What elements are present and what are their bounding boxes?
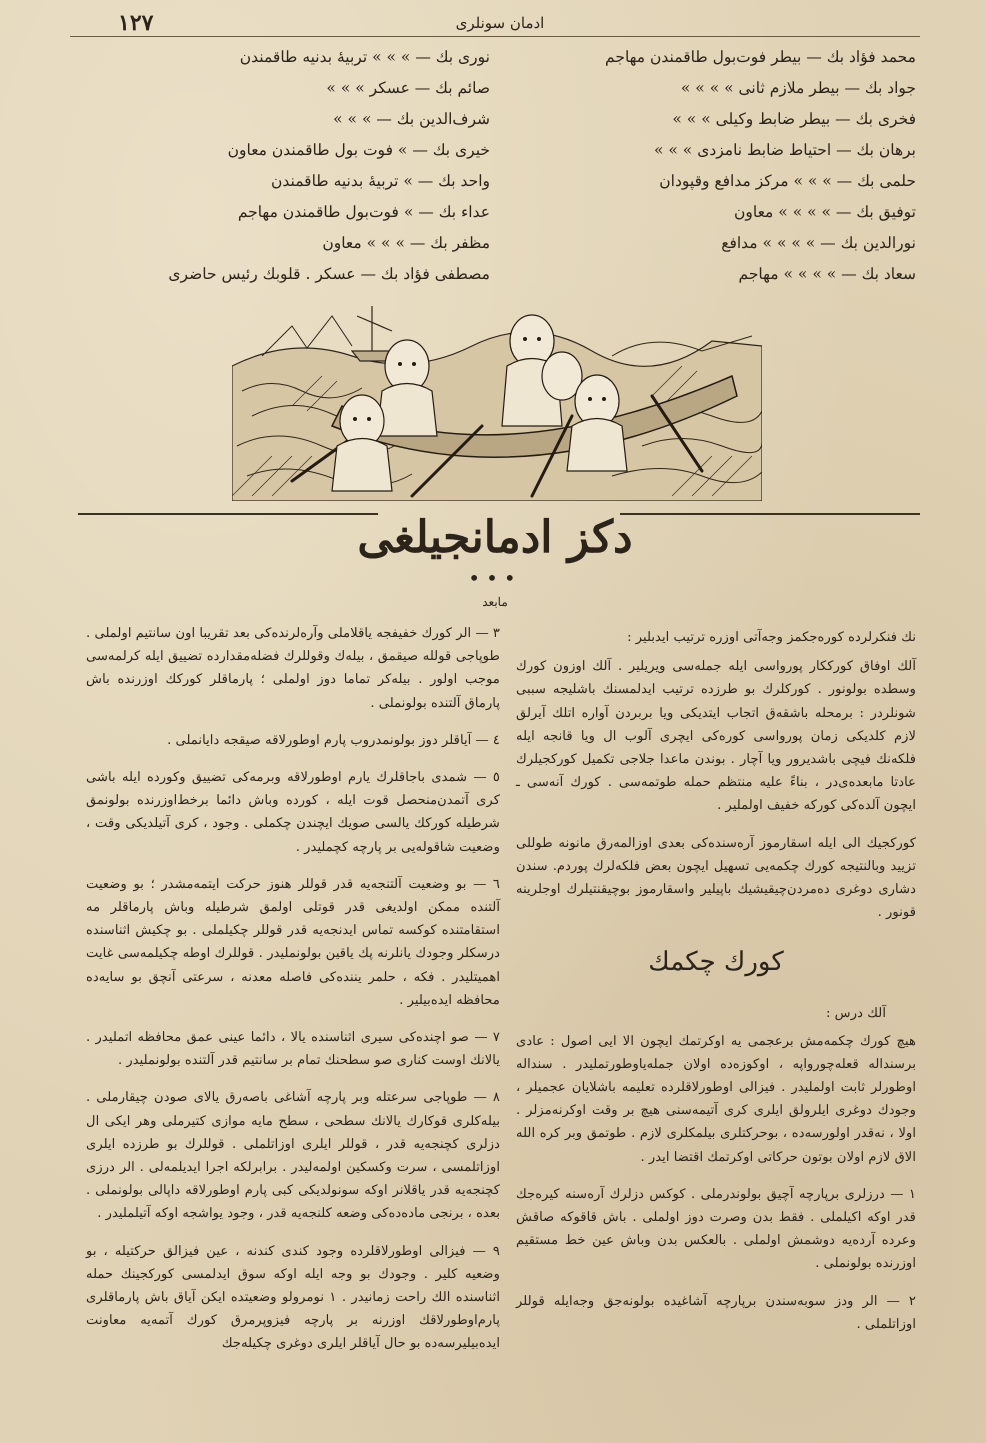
page-number: ١٢٧ [118,10,154,36]
paragraph: نك فنكرلرده كورەجكمز وجه‌آتی اوزره ترتيب ايدبلير : [627,630,916,645]
roster-line: شرف‌الدين بك — » » » [333,110,490,128]
title-ornament-dots: ••• [468,566,522,590]
roster-line-bold: مظفر بك — » » » معاون [322,234,490,252]
roster-line: توفيق بك — » » » » معاون [733,203,916,221]
article-right-column [516,626,916,1350]
roster-line: خيری بك — » فوت بول طاقمندن معاون [227,141,490,159]
paragraph: ٧ — صو اچنده‌كی سيری اثناسنده يالا ، دائما عينی عمق محافظه اتملیدر . يالانك اوست كناری صو سطحنك تمام بر سانتيم قدر آلتنده بولونملیدر . [86,1030,500,1069]
paragraph: كوركجيك الی ايله اسقارموز آرەسنده‌كی بعدی اوزالمه‌رق مانونه طوللی تزييد وبالنتيجه كورك چكمه‌يی تسهيل ايچون بعض فلكه‌لرك پوردم. سندن دشاری دوغری دەمردن‌چيقيشيك باپيلير واسقارموز بوچيقنتيلرك اوجلرينه قونور . [516,835,916,921]
roster-line: جواد بك — بيطر ملازم ثانی » » » » [680,79,916,97]
paragraph: ٣ — الر كورك خفيفجه ياقلاملی وآرەلرنده‌كی بعد تقريبا اون سانتيم اولملی . طوپاجی قولله صيقمق ، بيلەك وقوللرك فضله‌مقدارده تضييق ايله كرلمه‌سی موجب اولور . بيلە‌كر تماما دوز اولملی ؛ پارماقلر كوركك اوزرنده باش پارماق آلتنده بولونملی . [86,626,500,711]
paragraph: ٦ — بو وضعيت آلتنجه‌يه قدر قوللر هنوز حركت ايتمەمشدر ؛ بو وضعيت آلتنده ممكن اولديغی قدر قوتلی اولمق شرطيله وباش پارماقلر مه استقامتنده كوكسه تماس ايدنجه‌يه قدر قوللر چكيلملی . بو چكيش اثناسنده درسكلر وجودك يانلرنه پك ياقين بولونملیدر . قوللرك اوطه چكيلمه‌سی غايت اهميتليدر . فكه ، حلمر يننده‌كی فاصله معدنه ، سرعتی آنچق بو سايه‌ده محافظه ايده‌بيلير . [86,876,500,1008]
paragraph: آلك اوفاق كورككار پورواسی ايله جملەسی ويريلير . آلك اوزون كورك وسطده بولونور . كوركلرك بو طرزده ترتيب ايدلمسنك باشليجه سببی شونلردر : برمحله باشقه‌ق اتجاب ايتديكی ويا بربردن آواره اتلك آيرلق لازم كلديكی زمان پورواسی كورەكی ايچری آلوب ال ويا قانجه ايله فلكه‌نك فيچی باشديرور ويا آچار . بوندن ماعدا جلاجی تكميل كوركجيلرك عادتا مابعده‌ی‌در ، بناءً عليه منتظم حمله طوتمەسی . كورك آنەسی ـ ايچون آلده‌كی كوركه خفيف اولملير . [516,659,916,814]
header-rule [70,36,920,37]
title-rule-right [620,513,920,515]
roster-line: برهان بك — احتياط ضابط نامزدی » » » [653,141,916,159]
roster-line: نورالدين بك — » » » » مدافع [721,234,916,252]
paragraph: ٩ — فيزالی اوطورلاقلرده وجود كندی كندنه ، عين فيزالق حركتيله ، بو وضعيه كلير . وجودك بو وجه ايله اوكه سوق ايدلمسی كوركجينك حمله اثناسنده الك راحت زمانيدر . ١ نومرولو وضعيتده ايكن آياق باش پارماقلری پارم‌اوطورلاقك اوزرنه بر پارچه فيزوپرمرق كورك آتمه‌يه معاونت ايده‌بيليرسه‌ده بو حال آياقلر ايلری دوغری چكيلەجك [86,1243,500,1352]
roster-line: نوری بك — » » » تربيهٔ بدنيه طاقمندن [239,48,490,66]
section-subheading: كورك چكمك [648,947,784,978]
paragraph: هيچ كورك چكمه‌مش برعجمی يه اوكرتمك ايچون الا ايی اصول : عادی برسنداله قعلەچورواپه ، اوكوزه‌ده اولان جمله‌ياوطورتملیدر . سنداله اوطورلر ثابت اولملیدر . فيزالی اوطورلاقلرده تعليمه باشلايان عجمیلر ، وجودك دوغری ايلرولق ايلری كری آتيمەسنی هيچ بر وقت اوكرنەمزلر . اولا ، نەقدر اولورسه‌ده ، بوحركتلری بيلمكلری لازم . طوتمق وبر كره الله الاق لازم اولان بوتون حركاتی اوكرتمك اقتضا ايدر . [516,1033,916,1165]
running-header-title: ادمان سونلری [455,14,545,32]
roster-line: حلمی بك — » » » مركز مدافع وقپودان [659,172,916,190]
roster-line: عداء بك — » فوت‌بول طاقمندن مهاجم [237,203,490,221]
roster-line: محمد فؤاد بك — بيطر فوت‌بول طاقمندن مهاجم [605,48,916,66]
article-left-column [86,622,500,1370]
rowing-boat-crew-icon [232,296,762,501]
paragraph: ٢ — الر ودز سوبه‌سندن برپارچه آشاغيده بولونه‌جق وجه‌ايله قوللر اوزاتلملی . [516,1293,916,1332]
roster-line: سعاد بك — » » » » مهاجم [738,265,916,283]
roster-right-column [506,42,916,290]
roster-line: فخری بك — بيطر ضابط وكيلی » » » [672,110,916,128]
paragraph: ٨ — طوپاجی سرعتله وبر پارچه آشاغی باصه‌رق يالای صودن چيقارملی . بيلەكلری قوكارك يالانك سطحی ، سطح مايه موازی كتيرملی وهر ايكی ال دزلری كچنجه‌يه قدر ، قوللر ايلری اوزاتلملی . قوللرك بو طرزده ايلری اوزاتلمسی ، سرت وكسكين اولمه‌ليدر . برابرلكه اجرا ايديلمه‌لی . الر درزی كچنجه‌يه قدر ياقلانر اوكه سونولديكی كبی پارم اوطورلاقه داپالی بولونملی . بعده ، برنجی ماده‌ده‌كی وضعه كلنجه‌يه قدر ، وجود يواشجه اوكه آتيلملیدر . [86,1090,500,1222]
article-title: دكز ادمانجيلغی [357,512,633,563]
roster-line: واحد بك — » تربيهٔ بدنيه طاقمندن [271,172,490,190]
paragraph: ١ — درزلری برپارچه آچيق بولوندرملی . كوكس دزلرك آرەسنه كيرەجك قدر اوكه اكيلملی . فقط بدن وصرت دوز اولملی . باش قاقوكه صاقش وعرده آرده‌يه دوشمش اولملی . بالعكس بدن وباش عين خط مستقيم اوزرنده بولونملی . [516,1186,916,1272]
lesson-label: آلك درس : [826,1006,886,1022]
paragraph: ٤ — آياقلر دوز بولونمدروب پارم اوطورلاقه صيقجه دايانملی . [167,732,500,748]
continued-label: مابعد [482,595,508,609]
roster-line: مصطفی فؤاد بك — عسكر . قلوبك رئيس حاضری [168,265,490,283]
roster-left-column [80,42,490,290]
paragraph: ٥ — شمدی باجاقلرك يارم اوطورلاقه وبرمەکی تضييق وكورده ايله باشی كری آتمدن‌منحصل قوت ايله ، كورده وباش دائما برخط‌اوزرنده بولونمق شرطيله كوركك يالسی صويك ايچندن چكملی . وجود ، كری آتيلديكی وقت ، وضعيت شاقولەيی بر پارچه كچملیدر . [86,770,500,855]
roster-line: صائم بك — عسكر » » » [326,79,490,97]
